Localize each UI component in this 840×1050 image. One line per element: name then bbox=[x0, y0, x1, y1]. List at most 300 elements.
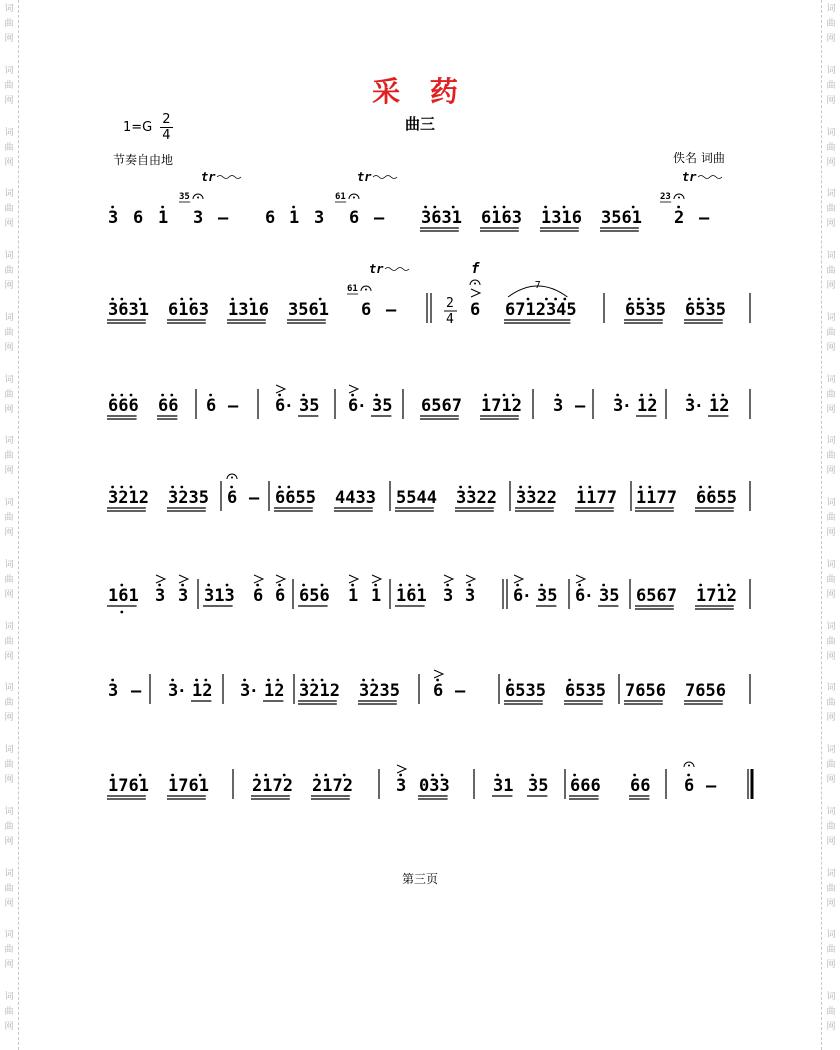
octave-dot bbox=[563, 298, 566, 301]
watermark-char: 网 bbox=[4, 528, 14, 539]
watermark-char: 曲 bbox=[826, 821, 836, 832]
octave-dot bbox=[452, 206, 455, 209]
sustain-dash: – bbox=[706, 776, 717, 796]
octave-dot bbox=[602, 584, 605, 587]
watermark-char: 曲 bbox=[826, 389, 836, 400]
watermark-char: 曲 bbox=[4, 821, 14, 832]
watermark-char: 曲 bbox=[826, 883, 836, 894]
octave-dot bbox=[718, 584, 721, 587]
accent-mark bbox=[466, 575, 475, 583]
octave-dot bbox=[302, 584, 305, 587]
octave-dot bbox=[639, 486, 642, 489]
watermark-char: 曲 bbox=[826, 142, 836, 153]
octave-dot bbox=[516, 584, 519, 587]
note-group: 6 bbox=[253, 586, 264, 606]
octave-dot bbox=[139, 774, 142, 777]
octave-dot bbox=[111, 774, 114, 777]
watermark-mark bbox=[4, 432, 13, 494]
score-svg bbox=[103, 548, 763, 634]
note-group: 66 bbox=[630, 776, 651, 796]
score-line-1 bbox=[103, 170, 763, 256]
octave-dot bbox=[563, 206, 566, 209]
note-group: 1761 bbox=[168, 776, 209, 796]
watermark-char: 曲 bbox=[826, 513, 836, 524]
accent-mark bbox=[372, 575, 381, 583]
octave-dot bbox=[648, 486, 651, 489]
octave-dot bbox=[195, 679, 198, 682]
note-group: 3322 bbox=[516, 488, 557, 508]
watermark-char: 词 bbox=[826, 683, 836, 694]
author-credit: 佚名 词曲 bbox=[673, 151, 725, 165]
octave-dot bbox=[120, 584, 123, 587]
note-group: 6535 bbox=[565, 681, 606, 701]
note-group: 6 bbox=[349, 208, 360, 228]
note-group: 35 bbox=[372, 396, 393, 416]
note-group: 35 bbox=[537, 586, 558, 606]
note-group: 2 bbox=[674, 208, 685, 228]
watermark-char: 曲 bbox=[826, 698, 836, 709]
watermark-char: 网 bbox=[826, 404, 836, 415]
watermark-char: 曲 bbox=[4, 698, 14, 709]
octave-dot bbox=[707, 298, 710, 301]
accent-mark bbox=[276, 385, 285, 393]
trill-wave bbox=[217, 176, 241, 179]
watermark-char: 词 bbox=[4, 65, 14, 76]
octave-dot bbox=[687, 774, 690, 777]
watermark-char: 网 bbox=[826, 898, 836, 909]
watermark-char: 曲 bbox=[4, 513, 14, 524]
octave-dot bbox=[493, 206, 496, 209]
accent-mark bbox=[179, 575, 188, 583]
tuplet-number: 7 bbox=[534, 280, 541, 291]
octave-dot bbox=[436, 679, 439, 682]
watermark-char: 网 bbox=[4, 836, 14, 847]
watermark-mark bbox=[826, 0, 835, 62]
watermark-char: 网 bbox=[4, 404, 14, 415]
note-group: 3212 bbox=[108, 488, 149, 508]
note-group: 3 bbox=[108, 208, 119, 228]
sustain-dash: – bbox=[386, 300, 397, 320]
note-group: 6 bbox=[206, 396, 217, 416]
watermark-mark bbox=[4, 679, 13, 741]
watermark-char: 网 bbox=[826, 157, 836, 168]
note-group: 31 bbox=[493, 776, 514, 796]
note-group: 3 bbox=[108, 681, 119, 701]
note-group: 1316 bbox=[228, 300, 269, 320]
octave-dot bbox=[540, 584, 543, 587]
octave-dot bbox=[226, 584, 229, 587]
octave-dot bbox=[459, 486, 462, 489]
note-group: 3 bbox=[314, 208, 325, 228]
note-group: 6 bbox=[265, 208, 276, 228]
octave-dot bbox=[171, 774, 174, 777]
watermark-char: 网 bbox=[4, 342, 14, 353]
song-subtitle: 曲三 bbox=[404, 115, 435, 133]
note-group: 161 bbox=[396, 586, 427, 606]
octave-dot bbox=[181, 584, 184, 587]
watermark-char: 词 bbox=[826, 127, 836, 138]
octave-dot bbox=[207, 584, 210, 587]
octave-dot bbox=[204, 679, 207, 682]
octave-dot bbox=[708, 486, 711, 489]
right-watermark-strip bbox=[821, 0, 840, 1050]
score-svg bbox=[103, 358, 763, 444]
watermark-mark bbox=[826, 494, 835, 556]
watermark-mark bbox=[826, 679, 835, 741]
octave-dot bbox=[199, 774, 202, 777]
note-group: 1 bbox=[348, 586, 359, 606]
watermark-mark bbox=[4, 185, 13, 247]
watermark-char: 网 bbox=[826, 651, 836, 662]
octave-dot bbox=[311, 679, 314, 682]
note-group: 6655 bbox=[275, 488, 316, 508]
octave-dot bbox=[573, 774, 576, 777]
sustain-dash: – bbox=[374, 208, 385, 228]
octave-dot bbox=[139, 298, 142, 301]
note-group: 6 bbox=[227, 488, 238, 508]
note-group: 3322 bbox=[456, 488, 497, 508]
octave-dot bbox=[171, 486, 174, 489]
octave-dot bbox=[321, 679, 324, 682]
note-group: 1 bbox=[158, 208, 169, 228]
watermark-char: 曲 bbox=[826, 327, 836, 338]
note-group: 3 bbox=[443, 586, 454, 606]
watermark-mark bbox=[826, 309, 835, 371]
octave-dot bbox=[399, 584, 402, 587]
octave-dot bbox=[343, 774, 346, 777]
note-group: 3 bbox=[553, 396, 564, 416]
note-group: 6712345 bbox=[505, 300, 577, 320]
octave-dot bbox=[633, 774, 636, 777]
watermark-char: 曲 bbox=[826, 204, 836, 215]
sustain-dash: – bbox=[131, 681, 142, 701]
octave-dot bbox=[441, 774, 444, 777]
octave-dot bbox=[287, 486, 290, 489]
octave-dot bbox=[180, 486, 183, 489]
octave-dot bbox=[632, 206, 635, 209]
watermark-mark bbox=[826, 803, 835, 865]
note-group: 3 bbox=[685, 396, 696, 416]
watermark-char: 网 bbox=[4, 219, 14, 230]
accent-mark bbox=[576, 575, 585, 583]
octave-dot bbox=[508, 679, 511, 682]
note-group: 6 bbox=[575, 586, 586, 606]
watermark-char: 曲 bbox=[826, 574, 836, 585]
note-group: 6655 bbox=[696, 488, 737, 508]
score-svg bbox=[103, 738, 763, 824]
watermark-mark bbox=[4, 988, 13, 1050]
time-change: 2 bbox=[446, 296, 454, 311]
watermark-char: 曲 bbox=[826, 636, 836, 647]
note-group: 6535 bbox=[505, 681, 546, 701]
octave-dot bbox=[544, 206, 547, 209]
watermark-char: 曲 bbox=[826, 80, 836, 91]
note-group: 4433 bbox=[335, 488, 376, 508]
watermark-mark bbox=[826, 432, 835, 494]
octave-dot bbox=[649, 394, 652, 397]
octave-dot bbox=[503, 206, 506, 209]
note-group: 3 bbox=[178, 586, 189, 606]
watermark-mark bbox=[826, 371, 835, 433]
octave-dot bbox=[699, 486, 702, 489]
octave-dot bbox=[243, 679, 246, 682]
watermark-char: 词 bbox=[826, 251, 836, 262]
watermark-char: 网 bbox=[826, 466, 836, 477]
watermark-char: 网 bbox=[4, 589, 14, 600]
octave-dot bbox=[362, 679, 365, 682]
sustain-dash: – bbox=[699, 208, 710, 228]
octave-dot bbox=[302, 394, 305, 397]
watermark-mark bbox=[826, 988, 835, 1050]
watermark-char: 词 bbox=[826, 4, 836, 14]
trill-wave bbox=[373, 176, 397, 179]
watermark-char: 曲 bbox=[4, 204, 14, 215]
octave-dot bbox=[640, 394, 643, 397]
octave-dot bbox=[230, 486, 233, 489]
octave-dot bbox=[697, 298, 700, 301]
octave-dot bbox=[171, 679, 174, 682]
watermark-mark bbox=[4, 494, 13, 556]
note-group: 1712 bbox=[696, 586, 737, 606]
note-group: 12 bbox=[192, 681, 213, 701]
octave-dot bbox=[647, 298, 650, 301]
octave-dot bbox=[431, 774, 434, 777]
octave-dot bbox=[111, 206, 114, 209]
watermark-char: 词 bbox=[826, 312, 836, 323]
time-denominator: 4 bbox=[162, 128, 171, 143]
octave-dot bbox=[319, 298, 322, 301]
octave-dot bbox=[399, 774, 402, 777]
note-group: 6 bbox=[133, 208, 144, 228]
watermark-char: 曲 bbox=[826, 1007, 836, 1018]
watermark-char: 网 bbox=[826, 528, 836, 539]
page-number: 第三页 bbox=[401, 872, 438, 886]
fermata-dot bbox=[231, 477, 233, 479]
note-group: 6535 bbox=[625, 300, 666, 320]
note-group: 6 bbox=[348, 396, 359, 416]
watermark-char: 曲 bbox=[826, 760, 836, 771]
octave-dot bbox=[677, 206, 680, 209]
watermark-char: 词 bbox=[4, 127, 14, 138]
accent-mark bbox=[156, 575, 165, 583]
note-group: 6 bbox=[684, 776, 695, 796]
note-group: 161 bbox=[108, 586, 139, 606]
octave-dot bbox=[446, 584, 449, 587]
octave-dot bbox=[264, 774, 267, 777]
watermark-char: 词 bbox=[826, 498, 836, 509]
note-group: 6 bbox=[361, 300, 372, 320]
octave-dot bbox=[556, 394, 559, 397]
watermark-char: 曲 bbox=[4, 1007, 14, 1018]
sustain-dash: – bbox=[228, 396, 239, 416]
watermark-char: 词 bbox=[4, 683, 14, 694]
note-group: 3 bbox=[193, 208, 204, 228]
octave-dot bbox=[579, 486, 582, 489]
octave-dot bbox=[727, 584, 730, 587]
note-group: 313 bbox=[204, 586, 235, 606]
note-group: 3 bbox=[240, 681, 251, 701]
octave-dot bbox=[699, 584, 702, 587]
octave-dot bbox=[111, 679, 114, 682]
octave-dot bbox=[588, 486, 591, 489]
left-watermark-strip bbox=[0, 0, 19, 1050]
grace-note: 35 bbox=[179, 192, 190, 202]
octave-dot bbox=[111, 486, 114, 489]
note-group: 6535 bbox=[685, 300, 726, 320]
note-group: 6567 bbox=[421, 396, 462, 416]
octave-dot bbox=[519, 486, 522, 489]
note-group: 3235 bbox=[168, 488, 209, 508]
watermark-char: 网 bbox=[826, 713, 836, 724]
note-group: 3212 bbox=[299, 681, 340, 701]
octave-dot bbox=[120, 486, 123, 489]
note-group: 6 bbox=[513, 586, 524, 606]
octave-dot bbox=[374, 584, 377, 587]
watermark-char: 网 bbox=[4, 713, 14, 724]
octave-dot bbox=[424, 206, 427, 209]
octave-dot bbox=[616, 394, 619, 397]
octave-dot bbox=[130, 486, 133, 489]
note-group: 1316 bbox=[541, 208, 582, 228]
octave-dot bbox=[688, 298, 691, 301]
watermark-mark bbox=[4, 803, 13, 865]
note-group: 033 bbox=[419, 776, 450, 796]
watermark-char: 词 bbox=[826, 992, 836, 1003]
score-line-6 bbox=[103, 643, 763, 729]
dynamic-forte: f bbox=[471, 261, 480, 277]
watermark-char: 网 bbox=[4, 34, 14, 44]
watermark-char: 曲 bbox=[4, 636, 14, 647]
fermata-dot bbox=[197, 197, 199, 199]
dot-mark: · bbox=[177, 681, 187, 700]
watermark-char: 词 bbox=[826, 374, 836, 385]
note-group: 1 bbox=[289, 208, 300, 228]
octave-dot bbox=[554, 298, 557, 301]
watermark-char: 网 bbox=[826, 775, 836, 786]
score-line-5 bbox=[103, 548, 763, 634]
octave-dot bbox=[351, 584, 354, 587]
fermata-dot bbox=[688, 765, 690, 767]
accent-mark bbox=[514, 575, 523, 583]
watermark-mark bbox=[4, 741, 13, 803]
octave-dot bbox=[351, 394, 354, 397]
octave-dot bbox=[111, 394, 114, 397]
octave-dot bbox=[418, 584, 421, 587]
note-group: 3631 bbox=[421, 208, 462, 228]
note-group: 3 bbox=[613, 396, 624, 416]
note-group: 3561 bbox=[601, 208, 642, 228]
octave-dot bbox=[231, 298, 234, 301]
note-group: 3561 bbox=[288, 300, 329, 320]
watermark-char: 词 bbox=[826, 745, 836, 756]
note-group: 1712 bbox=[481, 396, 522, 416]
note-group: 5544 bbox=[396, 488, 437, 508]
watermark-char: 词 bbox=[4, 868, 14, 879]
watermark-char: 曲 bbox=[4, 574, 14, 585]
octave-dot bbox=[190, 298, 193, 301]
watermark-char: 词 bbox=[4, 498, 14, 509]
watermark-mark bbox=[826, 618, 835, 680]
octave-dot bbox=[528, 486, 531, 489]
watermark-char: 曲 bbox=[4, 142, 14, 153]
fermata-dot bbox=[365, 289, 367, 291]
note-group: 12 bbox=[709, 396, 730, 416]
octave-dot bbox=[158, 584, 161, 587]
octave-dot bbox=[111, 298, 114, 301]
grace-note: 61 bbox=[347, 284, 358, 294]
watermark-char: 词 bbox=[4, 930, 14, 941]
octave-dot bbox=[267, 679, 270, 682]
accent-mark bbox=[397, 765, 406, 773]
octave-dot bbox=[292, 206, 295, 209]
watermark-char: 网 bbox=[4, 775, 14, 786]
key-label: 1=G bbox=[123, 120, 153, 135]
accent-mark bbox=[471, 289, 480, 297]
note-group: 35 bbox=[299, 396, 320, 416]
octave-dot bbox=[315, 774, 318, 777]
octave-dot bbox=[568, 679, 571, 682]
watermark-mark bbox=[4, 618, 13, 680]
octave-dot bbox=[120, 298, 123, 301]
grace-note: 61 bbox=[335, 192, 346, 202]
note-group: 3 bbox=[396, 776, 407, 796]
dot-mark: · bbox=[522, 586, 532, 605]
watermark-char: 词 bbox=[4, 745, 14, 756]
watermark-char: 网 bbox=[826, 836, 836, 847]
octave-dot bbox=[496, 774, 499, 777]
watermark-mark bbox=[4, 247, 13, 309]
note-group: 2172 bbox=[312, 776, 353, 796]
fermata-dot bbox=[474, 283, 476, 285]
watermark-char: 词 bbox=[4, 4, 14, 14]
octave-dot bbox=[161, 206, 164, 209]
fermata-dot bbox=[678, 197, 680, 199]
note-group: 6 bbox=[470, 300, 481, 320]
watermark-char: 网 bbox=[4, 960, 14, 971]
fermata-dot bbox=[353, 197, 355, 199]
octave-dot bbox=[130, 394, 133, 397]
note-group: 1177 bbox=[636, 488, 677, 508]
watermark-char: 词 bbox=[4, 189, 14, 200]
note-group: 7656 bbox=[685, 681, 726, 701]
watermark-mark bbox=[4, 0, 13, 62]
score-line-7 bbox=[103, 738, 763, 824]
note-group: 6163 bbox=[168, 300, 209, 320]
watermark-mark bbox=[4, 371, 13, 433]
song-title: 采 药 bbox=[372, 75, 468, 108]
watermark-char: 词 bbox=[826, 806, 836, 817]
trill-wave bbox=[698, 176, 722, 179]
accent-mark bbox=[349, 575, 358, 583]
watermark-mark bbox=[826, 185, 835, 247]
watermark-char: 曲 bbox=[826, 945, 836, 956]
watermark-char: 曲 bbox=[4, 883, 14, 894]
dot-mark: · bbox=[584, 586, 594, 605]
note-group: 1177 bbox=[576, 488, 617, 508]
octave-dot bbox=[278, 584, 281, 587]
watermark-char: 网 bbox=[826, 589, 836, 600]
octave-dot bbox=[120, 394, 123, 397]
score-svg bbox=[103, 643, 763, 729]
watermark-char: 网 bbox=[4, 1022, 14, 1033]
note-group: 6 bbox=[275, 396, 286, 416]
note-group: 66 bbox=[158, 396, 179, 416]
watermark-char: 曲 bbox=[4, 945, 14, 956]
score-line-3 bbox=[103, 358, 763, 444]
octave-dot bbox=[256, 584, 259, 587]
watermark-char: 词 bbox=[826, 621, 836, 632]
accent-mark bbox=[254, 575, 263, 583]
